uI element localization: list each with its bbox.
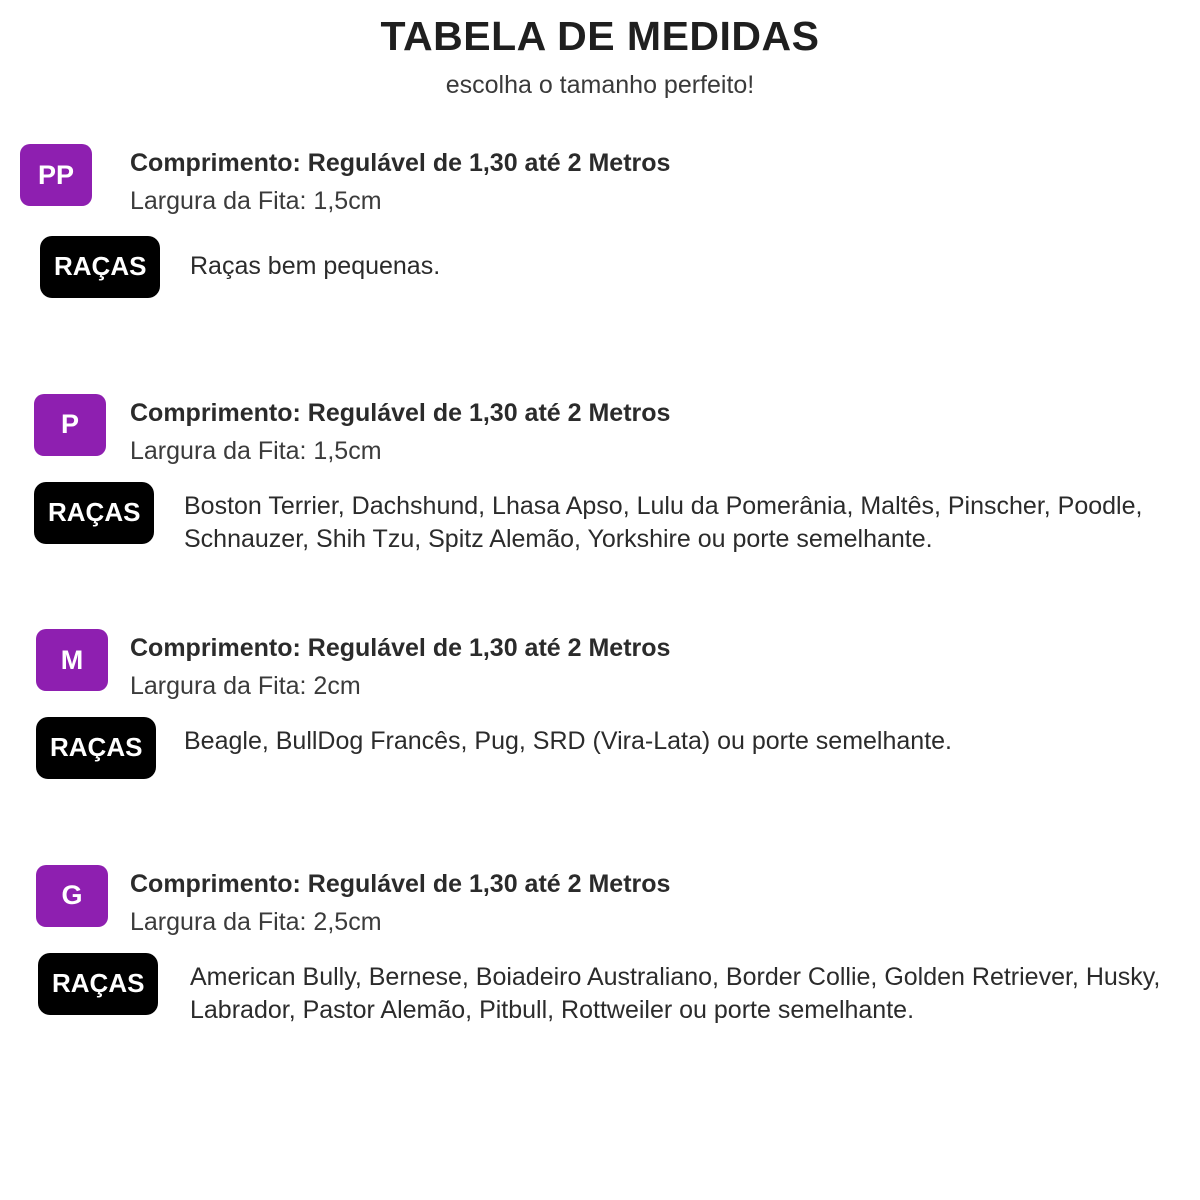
measurements-row	[20, 629, 1180, 703]
size-badge-col	[20, 394, 130, 456]
measurements-col	[130, 629, 1180, 703]
breeds-badge-col	[20, 953, 178, 1015]
breeds-row	[20, 236, 1180, 298]
length-text: Comprimento: Regulável de 1,30 até 2 Metros	[130, 398, 671, 427]
size-badge-pp: PP	[20, 144, 92, 206]
size-list	[20, 144, 1180, 1028]
length-text: Comprimento: Regulável de 1,30 até 2 Metros	[130, 869, 671, 898]
size-block-m	[20, 629, 1180, 779]
breeds-text: American Bully, Bernese, Boiadeiro Australiano, Border Collie, Golden Retriever, Husky, Labrador, Pastor Alemão, Pitbull, Rottweiler ou porte semelhante.	[190, 962, 1161, 1025]
measurements-col	[130, 865, 1180, 939]
breeds-row	[20, 717, 1180, 779]
measurements-row	[20, 144, 1180, 218]
breeds-badge-col	[20, 236, 175, 298]
measurements-row	[20, 865, 1180, 939]
breeds-badge-col	[20, 482, 170, 544]
size-badge-col	[20, 865, 130, 927]
breeds-badge: RAÇAS	[38, 953, 158, 1015]
length-text: Comprimento: Regulável de 1,30 até 2 Metros	[130, 149, 671, 178]
measurements-row	[20, 394, 1180, 468]
breeds-text: Boston Terrier, Dachshund, Lhasa Apso, Lulu da Pomerânia, Maltês, Pinscher, Poodle, Schnauzer, Shih Tzu, Spitz Alemão, Yorkshire ou porte semelhante.	[184, 491, 1143, 554]
page-subtitle: escolha o tamanho perfeito!	[445, 71, 755, 100]
breeds-badge: RAÇAS	[36, 717, 156, 779]
size-badge-col	[20, 629, 130, 691]
size-badge-col	[20, 144, 130, 206]
size-badge-g: G	[36, 865, 108, 927]
size-badge-p: P	[34, 394, 106, 456]
size-badge-m: M	[36, 629, 108, 691]
breeds-row	[20, 482, 1180, 558]
page-title: TABELA DE MEDIDAS	[380, 13, 820, 59]
measurements-col	[130, 144, 1180, 218]
width-text: Largura da Fita: 2,5cm	[130, 908, 382, 937]
size-block-p	[20, 394, 1180, 557]
breeds-badge-col	[20, 717, 172, 779]
size-block-g	[20, 865, 1180, 1028]
breeds-badge: RAÇAS	[40, 236, 160, 298]
width-text: Largura da Fita: 1,5cm	[130, 187, 382, 216]
width-text: Largura da Fita: 1,5cm	[130, 437, 382, 466]
breeds-badge: RAÇAS	[34, 482, 154, 544]
size-block-pp	[20, 144, 1180, 298]
breeds-text: Raças bem pequenas.	[190, 251, 441, 280]
width-text: Largura da Fita: 2cm	[130, 672, 361, 701]
measurements-col	[130, 394, 1180, 468]
header	[20, 0, 1180, 100]
length-text: Comprimento: Regulável de 1,30 até 2 Metros	[130, 634, 671, 663]
breeds-row	[20, 953, 1180, 1029]
breeds-text: Beagle, BullDog Francês, Pug, SRD (Vira-Lata) ou porte semelhante.	[184, 726, 952, 755]
